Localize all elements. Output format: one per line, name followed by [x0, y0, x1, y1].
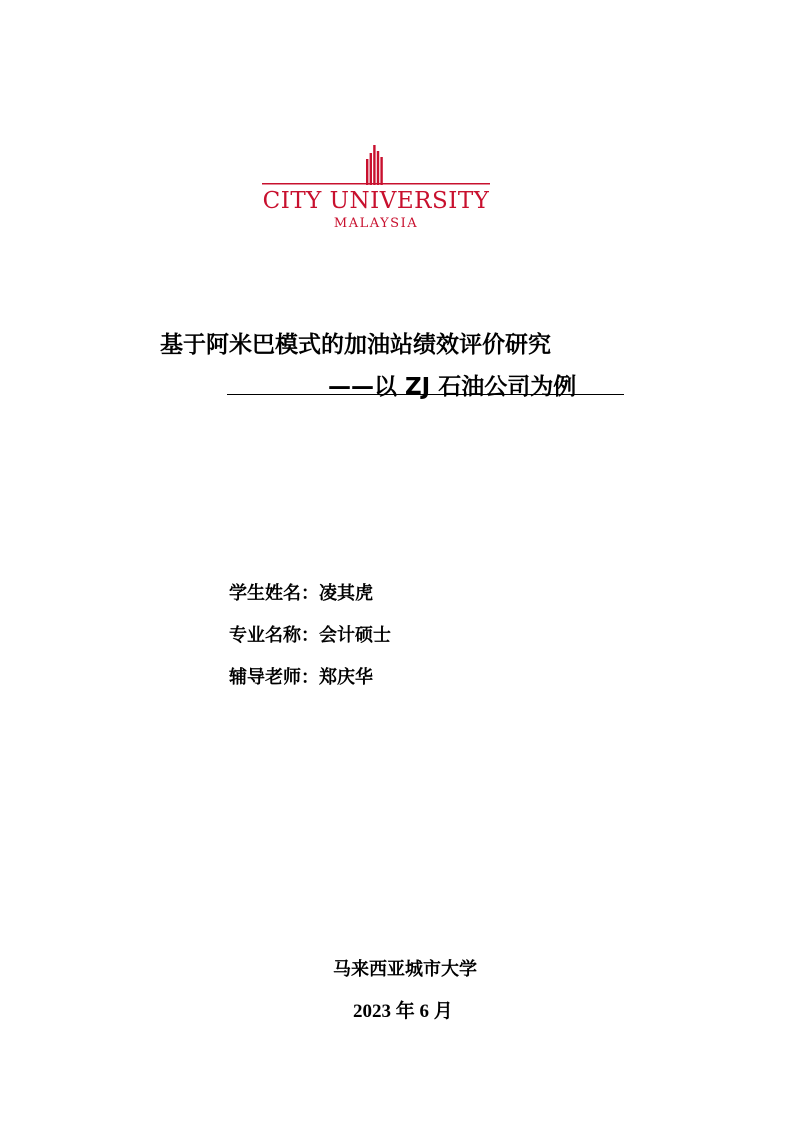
logo-name: CITY UNIVERSITY: [262, 188, 490, 214]
thesis-title: 基于阿米巴模式的加油站绩效评价研究: [160, 332, 551, 358]
advisor-label: 辅导老师：: [229, 667, 319, 688]
student-name-row: [229, 579, 373, 605]
university-logo: [258, 145, 494, 235]
university-name: 马来西亚城市大学: [333, 959, 477, 980]
building-bars-icon: [258, 145, 494, 190]
major-label: 专业名称：: [229, 625, 319, 646]
logo-country: MALAYSIA: [333, 216, 419, 231]
student-name-value: 凌其虎: [319, 583, 373, 604]
major-row: [229, 621, 391, 647]
advisor-value: 郑庆华: [319, 667, 373, 688]
major-value: 会计硕士: [319, 625, 391, 646]
student-name-label: 学生姓名：: [229, 583, 319, 604]
advisor-row: [229, 663, 373, 689]
thesis-subtitle: ——以 ZJ 石油公司为例: [328, 374, 577, 400]
submission-date: 2023 年 6 月: [353, 1001, 453, 1022]
